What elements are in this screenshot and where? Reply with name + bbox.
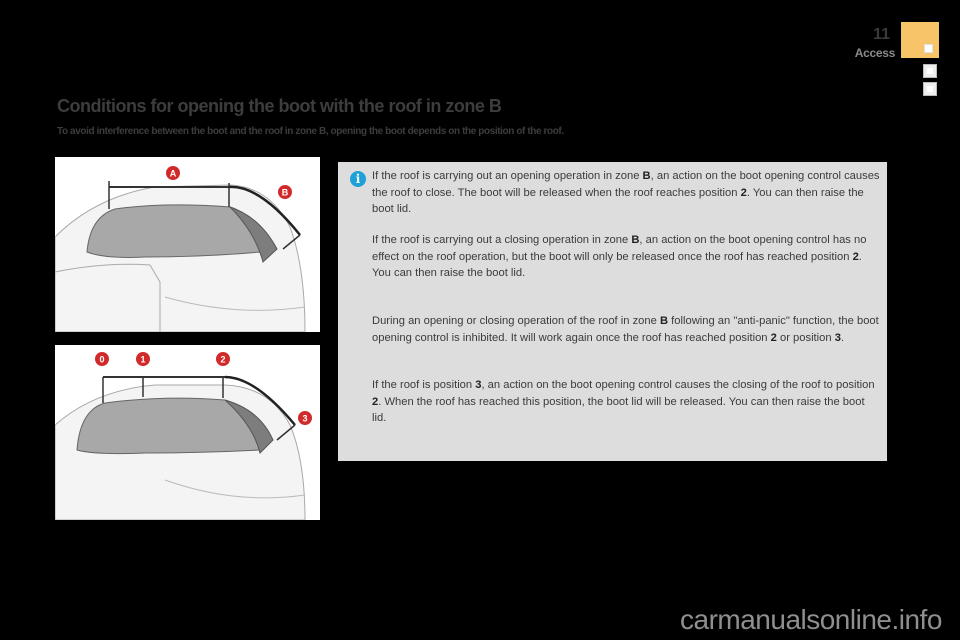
roof-positions-figure (55, 345, 320, 520)
svg-text:2: 2 (220, 354, 226, 365)
section-tab-2[interactable] (923, 64, 937, 78)
watermark: carmanualsonline.info (680, 604, 942, 635)
section-label: Access (854, 46, 895, 60)
roof-zones-figure (55, 157, 320, 332)
svg-text:1: 1 (140, 354, 146, 365)
page-subtitle: To avoid interference between the boot and the roof in zone B, opening the boot depends on the position of the roof. (57, 126, 564, 137)
info-icon: i (350, 171, 366, 187)
page-title: Conditions for opening the boot with the roof in zone B (57, 96, 502, 116)
page-number: 11 (873, 26, 890, 43)
svg-text:0: 0 (99, 354, 105, 365)
roof-positions-illustration (55, 345, 320, 520)
info-paragraph-4: If the roof is position 3, an action on the boot opening control causes the closing of the roof to position 2. When the roof has reached this position, the boot lid will be released. You can then raise the boot lid. (372, 379, 875, 424)
tab-dot (924, 44, 933, 53)
info-paragraph-2: If the roof is carrying out a closing operation in zone B, an action on the boot opening control has no effect on the roof operation, but the boot will only be released once the roof has reached position 2. You can then raise the boot lid. (372, 234, 867, 279)
svg-text:3: 3 (302, 413, 308, 424)
svg-text:B: B (281, 187, 289, 198)
info-paragraph-1: If the roof is carrying out an opening operation in zone B, an action on the boot opening control causes the roof to close. The boot will be released when the roof reaches position 2. You can then raise the boot lid. (372, 170, 880, 215)
roof-zones-illustration (55, 157, 320, 332)
section-tab-active[interactable] (901, 22, 939, 58)
section-tab-3[interactable] (923, 82, 937, 96)
svg-text:A: A (169, 168, 177, 179)
info-panel (338, 162, 887, 461)
info-paragraph-3: During an opening or closing operation of the roof in zone B following an "anti-panic" function, the boot opening control is inhibited. It will work again once the roof has reached position 2 or position 3. (372, 315, 879, 344)
